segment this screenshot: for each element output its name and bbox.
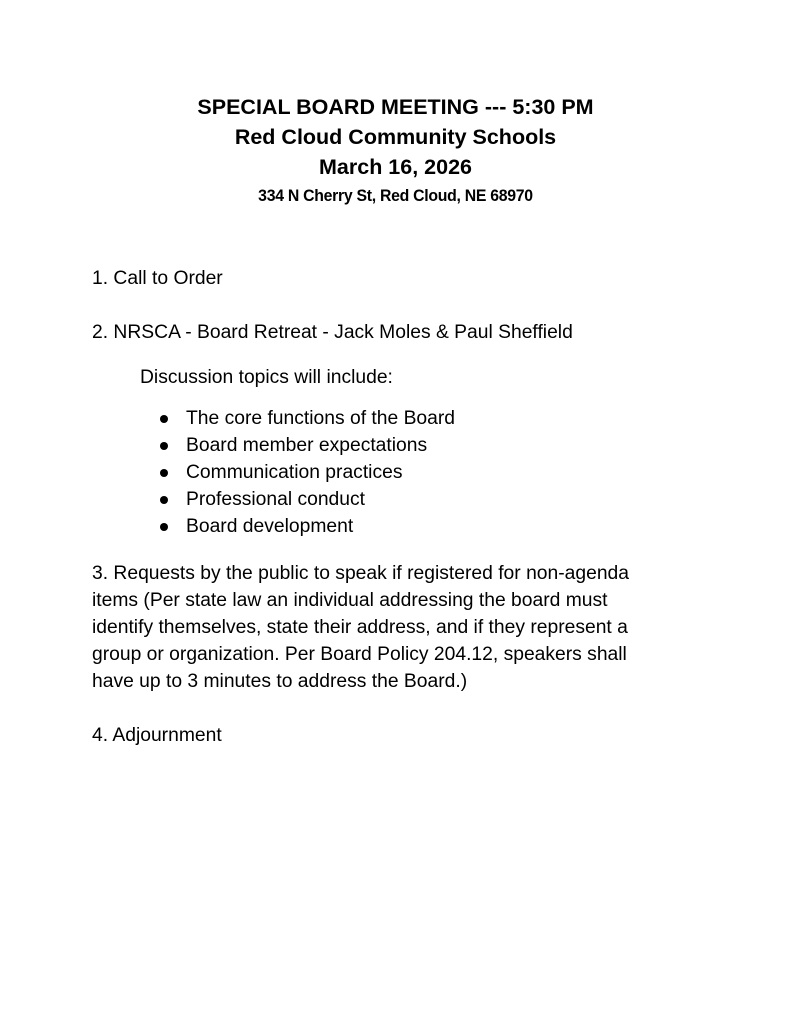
bullet-icon xyxy=(160,442,168,450)
meeting-address: 334 N Cherry St, Red Cloud, NE 68970 xyxy=(258,186,533,205)
agenda-item-public-requests: 3. Requests by the public to speak if registered for non-agenda items (Per state law an individual addressing the board must identify themselves, state their address, and if they represent a group or organization. Per Board Policy 204.12, speakers shall have up to 3 minutes to address the Board.) xyxy=(92,563,629,692)
agenda-item-board-retreat: 2. NRSCA - Board Retreat - Jack Moles & Paul Sheffield xyxy=(92,322,573,343)
meeting-date: March 16, 2026 xyxy=(319,155,472,179)
bullet-icon xyxy=(160,415,168,423)
meeting-title: SPECIAL BOARD MEETING --- 5:30 PM xyxy=(197,95,594,119)
list-item: Board development xyxy=(160,513,455,540)
bullet-icon xyxy=(160,496,168,504)
bullet-icon xyxy=(160,523,168,531)
bullet-icon xyxy=(160,469,168,477)
discussion-topics-list xyxy=(160,405,455,540)
list-item: Professional conduct xyxy=(160,486,455,513)
agenda-item-adjournment: 4. Adjournment xyxy=(92,725,222,746)
discussion-topics-intro: Discussion topics will include: xyxy=(140,367,393,388)
list-item: Communication practices xyxy=(160,459,455,486)
list-item: Board member expectations xyxy=(160,432,455,459)
agenda-item-call-to-order: 1. Call to Order xyxy=(92,268,223,289)
list-item: The core functions of the Board xyxy=(160,405,455,432)
organization-name: Red Cloud Community Schools xyxy=(234,125,557,149)
document-header xyxy=(0,92,791,210)
